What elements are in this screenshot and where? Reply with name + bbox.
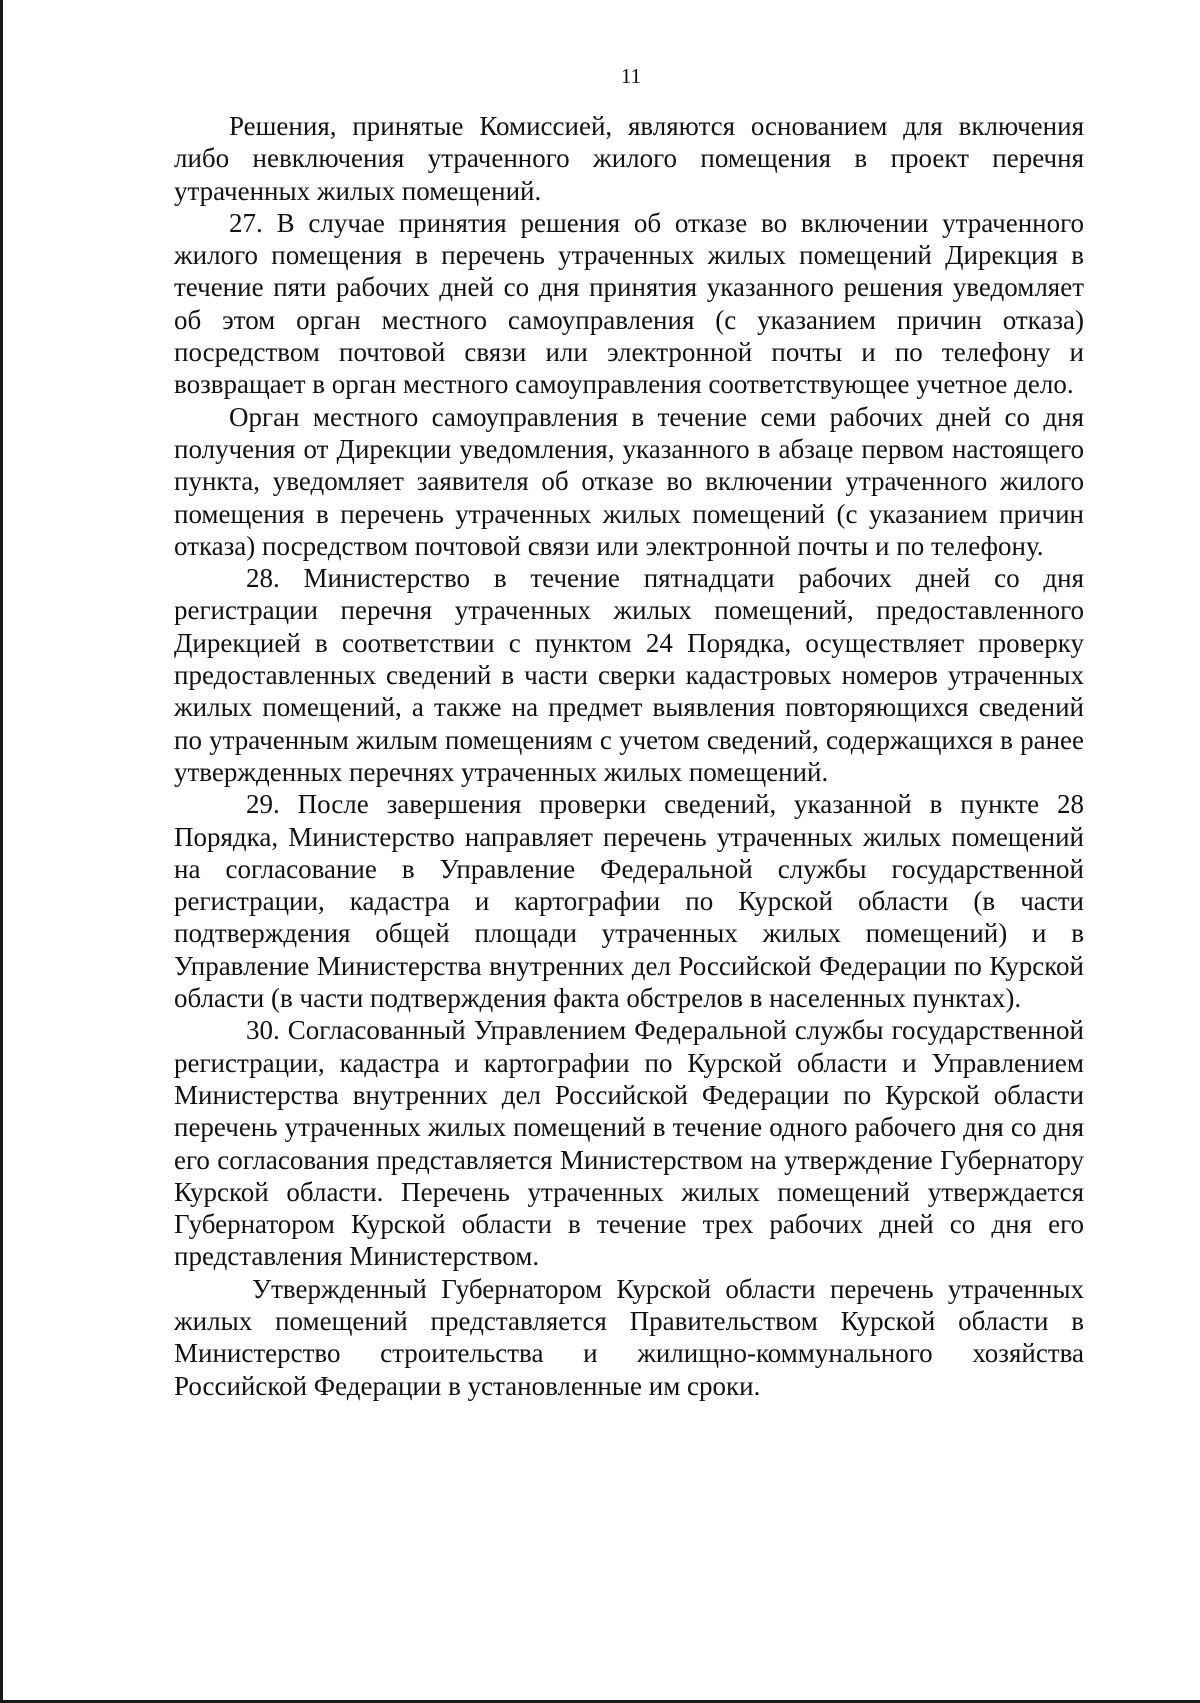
paragraph-decisions: Решения, принятые Комиссией, являются основанием для включения либо невключения утраченного жилого помещения в проект перечня утраченных жилых помещений. <box>174 111 1084 206</box>
scan-edge-left <box>0 0 3 1703</box>
paragraph-29: 29. После завершения проверки сведений, указанной в пункте 28 Порядка, Министерство направляет перечень утраченных жилых помещений на согласование в Управление Федеральной службы государственной регистрации, кадастра и картографии по Курской области (в части подтверждения общей площади утраченных жилых помещений) и в Управление Министерства внутренних дел Российской Федерации по Курской области (в части подтверждения факта обстрелов в населенных пунктах). <box>174 789 1084 1014</box>
paragraph-30: 30. Согласованный Управлением Федеральной службы государственной регистрации, кадастра и картографии по Курской области и Управлением Министерства внутренних дел Российской Федерации по Курской области перечень утраченных жилых помещений в течение одного рабочего дня со дня его согласования представляется Министерством на утверждение Губернатору Курской области. Перечень утраченных жилых помещений утверждается Губернатором Курской области в течение трех рабочих дней со дня его представления Министерством. <box>174 1015 1084 1272</box>
paragraph-30-approved-list: Утвержденный Губернатором Курской области перечень утраченных жилых помещений представляется Правительством Курской области в Министерство строительства и жилищно-коммунального хозяйства Российской Федерации в установленные им сроки. <box>174 1273 1084 1401</box>
page-number: 11 <box>620 64 642 88</box>
paragraph-27: 27. В случае принятия решения об отказе во включении утраченного жилого помещения в перечень утраченных жилых помещений Дирекция в течение пяти рабочих дней со дня принятия указанного решения уведомляет об этом орган местного самоуправления (с указанием причин отказа) посредством почтовой связи или электронной почты и по телефону и возвращает в орган местного самоуправления соответствующее учетное дело. <box>174 207 1084 400</box>
paragraph-28: 28. Министерство в течение пятнадцати рабочих дней со дня регистрации перечня утраченных жилых помещений, предоставленного Дирекцией в соответствии с пунктом 24 Порядка, осуществляет проверку предоставленных сведений в части сверки кадастровых номеров утраченных жилых помещений, а также на предмет выявления повторяющихся сведений по утраченным жилым помещениям с учетом сведений, содержащихся в ранее утвержденных перечнях утраченных жилых помещений. <box>174 563 1084 787</box>
document-body <box>174 110 1084 1402</box>
paragraph-27-local-authority: Орган местного самоуправления в течение семи рабочих дней со дня получения от Дирекции уведомления, указанного в абзаце первом настоящего пункта, уведомляет заявителя об отказе во включении утраченного жилого помещения в перечень утраченных жилых помещений (с указанием причин отказа) посредством почтовой связи или электронной почты и по телефону. <box>174 401 1084 561</box>
